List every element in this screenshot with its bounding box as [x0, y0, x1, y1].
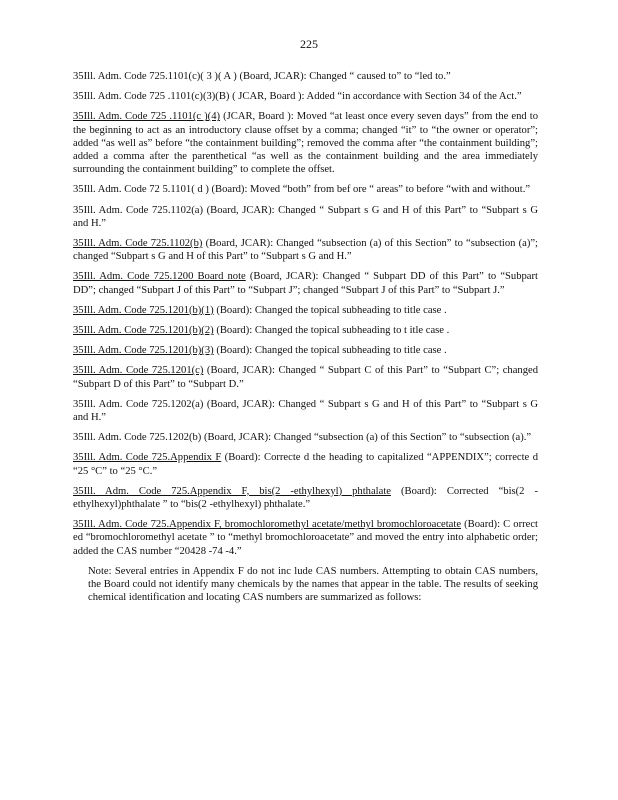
entry-text: (Board): Corrected “bis(2 -ethylhexyl)phthalate ” to “bis(2 -ethylhexyl) phthalate.”	[73, 485, 538, 511]
entry-text: (Board): C orrect ed “bromochloromethyl acetate ” to “methyl bromochloroacetate” and moved the entry into alphabetic order; added the CAS number “20428 -74 -4.”	[73, 519, 538, 557]
entry-ref: 35Ill. Adm. Code 725.Appendix F, bromochloromethyl acetate/methyl bromochloroacetate	[73, 519, 462, 531]
entry	[73, 237, 538, 263]
entry	[73, 183, 538, 196]
entry-text: (Board): Moved “both” from bef ore “ areas” to before “with and without.”	[211, 184, 531, 196]
entry-ref: 35Ill. Adm. Code 725.1101(c)( 3 )( A )	[73, 71, 237, 82]
entry-text: (Board, JCAR): Changed “ Subpart s G and H of this Part” to “Subpart s G and H.”	[73, 398, 539, 424]
entry-ref: 35Ill. Adm. Code 725.1201(b)(3)	[73, 345, 214, 357]
entry-text: (Board, JCAR): Changed “ Subpart DD of this Part” to “Subpart DD”; changed “Subpart J of this Part” to “Subpart J”; changed “Subpart J of this Part” to “Subpart J.”	[73, 271, 538, 296]
entry	[73, 398, 538, 424]
entry-ref: 35Ill. Adm. Code 725.1201(c)	[73, 365, 204, 377]
entry	[73, 70, 538, 83]
entry-text: (Board, JCAR): Changed “ Subpart C of this Part” to “Subpart C”; changed “Subpart D of this Part” to “Subpart D.”	[73, 365, 539, 390]
entry	[73, 431, 538, 444]
entry-ref: 35Ill. Adm. Code 725.1200 Board note	[73, 271, 246, 283]
entry-ref: 35Ill. Adm. Code 725.1102(a)	[73, 204, 204, 216]
entry	[73, 304, 538, 317]
entry	[73, 451, 538, 477]
entry-text: (Board, JCAR): Changed “ Subpart s G and H of this Part” to “Subpart s G and H.”	[73, 204, 538, 229]
entry	[73, 204, 538, 230]
entry-ref: 35Ill. Adm. Code 725.Appendix F, bis(2 -ethylhexyl) phthalate	[73, 485, 391, 497]
note-paragraph: Note: Several entries in Appendix F do not inc lude CAS numbers. Attempting to obtain CAS numbers, the Board could not identify many chemicals by the names that appear in the table. The results of seeking chemical identification and locating CAS numbers are summarized as follows:	[88, 565, 538, 604]
entry	[73, 485, 538, 511]
entry-text: (Board, JCAR): Changed “ caused to” to “led to.”	[239, 71, 451, 82]
entry-ref: 35Ill. Adm. Code 725 .1101(c)(3)(B)	[73, 91, 230, 103]
page-number: 225	[300, 37, 318, 51]
entry-text: (Board, JCAR): Changed “subsection (a) of this Section” to “subsection (a).”	[203, 432, 532, 444]
entry-ref: 35Ill. Adm. Code 725.1202(b)	[73, 432, 202, 444]
entry	[73, 364, 538, 390]
entry-text: (Board): Changed the topical subheading to title case .	[216, 345, 447, 357]
entry-ref: 35Ill. Adm. Code 725.1102(b)	[73, 238, 203, 250]
document-body	[73, 70, 538, 615]
entry-text: (Board): Correcte d the heading to capitalized “APPENDIX”; correcte d “25 °C” to “25 °C.”	[73, 452, 538, 477]
entry-text: (Board): Changed the topical subheading to title case .	[216, 304, 447, 316]
entry-ref: 35Ill. Adm. Code 725.Appendix F	[73, 452, 222, 464]
entry-text: ( JCAR, Board ): Added “in accordance with Section 34 of the Act.”	[232, 91, 522, 103]
entry-text: (JCAR, Board ): Moved “at least once every seven days” from the end to the beginning to act as an introductory clause offset by a comma; changed “it” to “the owner or operator”; added “as well as” before “the containment building”; removed the comma after “the containment building”; added a comma after the parenthetical “as well as the containment building and the area immediately surrounding the containment building” to complete the offset.	[73, 111, 538, 176]
entry	[73, 518, 538, 558]
entry-text: (Board, JCAR): Changed “subsection (a) of this Section” to “subsection (a)”; changed “Subpart s G and H of this Part” to “Subpart s G and H.”	[73, 238, 538, 263]
entry-ref: 35Ill. Adm. Code 725.1201(b)(1)	[73, 304, 214, 316]
entry-ref: 35Ill. Adm. Code 725.1201(b)(2)	[73, 325, 214, 337]
entry	[73, 324, 538, 337]
entry-text: (Board): Changed the topical subheading to t itle case .	[216, 325, 450, 337]
entry-ref: 35Ill. Adm. Code 725 .1101(c )(4)	[73, 111, 221, 123]
entry-ref: 35Ill. Adm. Code 72 5.1101( d )	[73, 184, 209, 196]
entry	[73, 270, 538, 296]
entry	[73, 344, 538, 357]
entry-ref: 35Ill. Adm. Code 725.1202(a)	[73, 398, 204, 410]
entry	[73, 90, 538, 103]
entry	[73, 110, 538, 176]
